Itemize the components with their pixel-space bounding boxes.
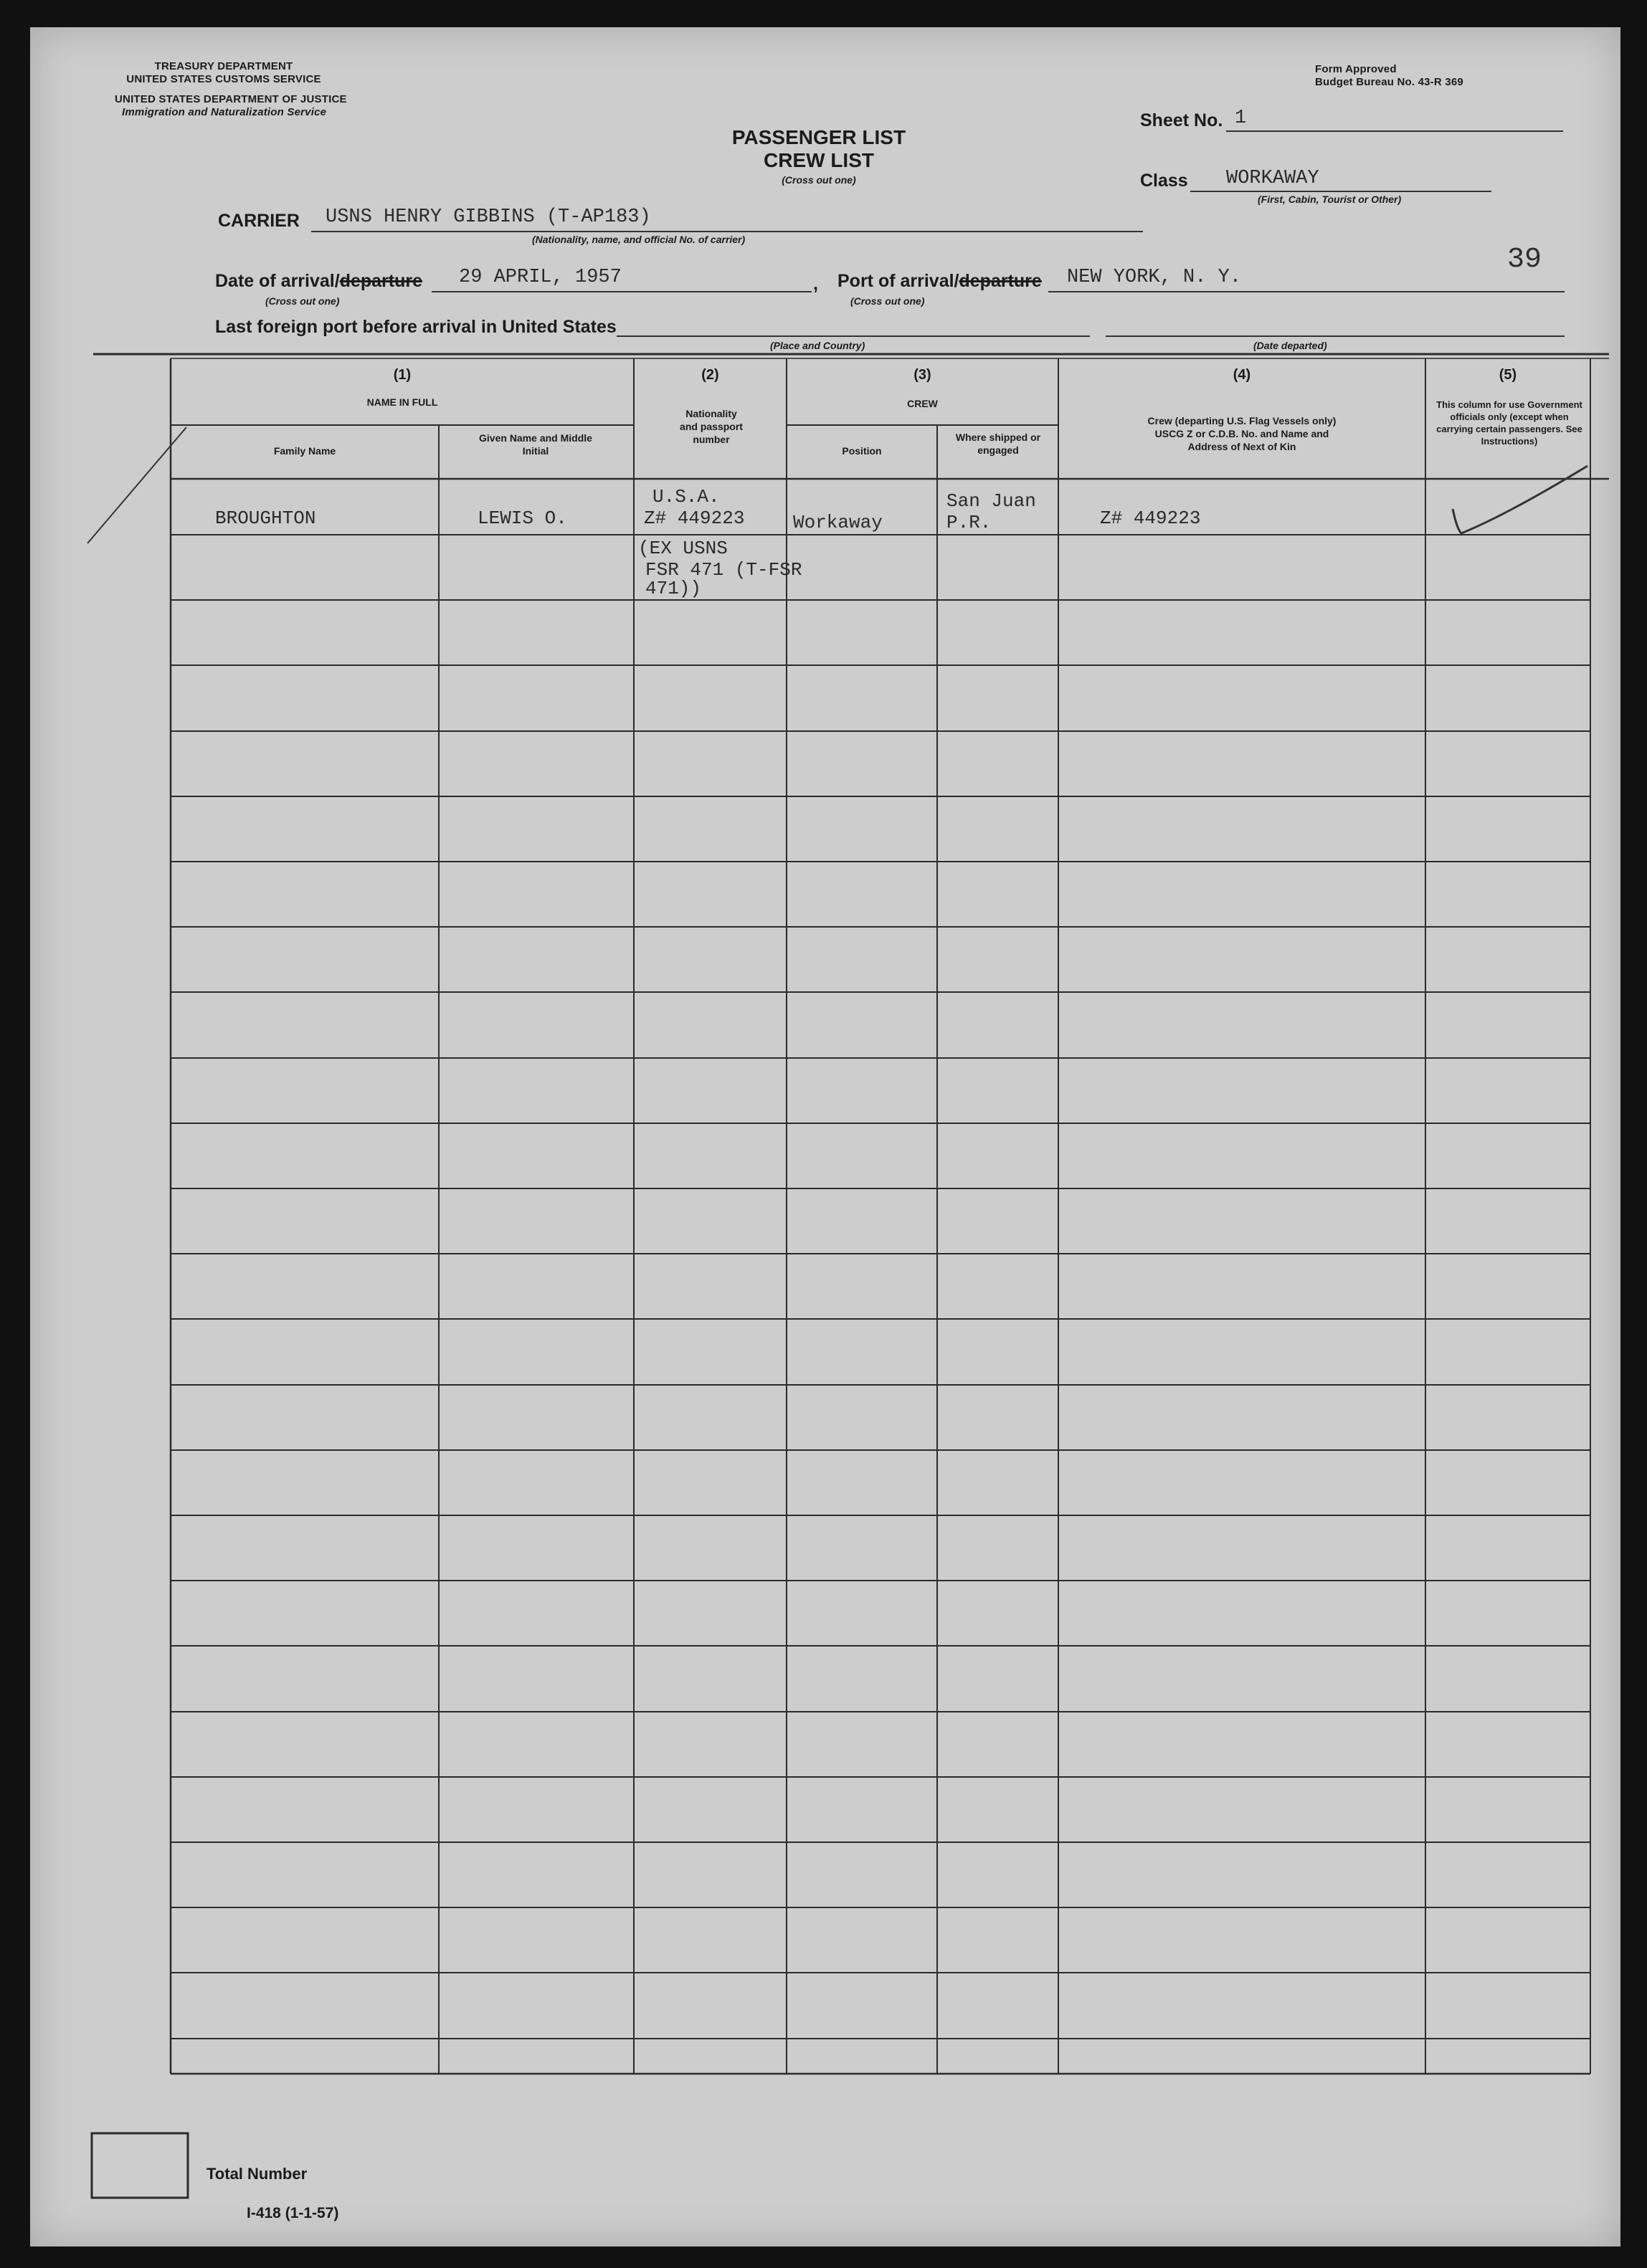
carrier-value: USNS HENRY GIBBINS (T-AP183) xyxy=(326,206,651,228)
immigration-heading: Immigration and Naturalization Service xyxy=(122,106,327,118)
total-number-label: Total Number xyxy=(207,2165,308,2183)
table-grid xyxy=(30,27,1620,2246)
col5-number: (5) xyxy=(1499,367,1517,383)
place-caption: (Place and Country) xyxy=(770,340,865,351)
customs-heading: UNITED STATES CUSTOMS SERVICE xyxy=(126,73,321,85)
row1-note-line1: (EX USNS xyxy=(638,538,728,559)
col4-title: Crew (departing U.S. Flag Vessels only) USCG Z or C.D.B. No. and Name and Address of Next of Kin xyxy=(1147,415,1337,452)
budget-bureau: Budget Bureau No. 43-R 369 xyxy=(1315,76,1463,88)
title-crew-list: CREW LIST xyxy=(764,149,874,171)
col2-number: (2) xyxy=(701,367,719,383)
arrival-label-struck: departure xyxy=(339,271,422,291)
carrier-label: CARRIER xyxy=(218,211,300,231)
port-label-struck: departure xyxy=(959,271,1042,291)
sheet-value: 1 xyxy=(1235,108,1247,129)
port-label: Port of arrival/ xyxy=(837,271,959,291)
class-label: Class xyxy=(1140,171,1188,191)
last-port-label: Last foreign port before arrival in United States xyxy=(215,317,617,337)
form-number: I-418 (1-1-57) xyxy=(247,2205,339,2221)
col-given-name: Given Name and Middle Initial xyxy=(479,432,592,457)
col5-title: This column for use Government officials only (except when carrying certain passengers. See Instructions) xyxy=(1436,399,1582,447)
col-position: Position xyxy=(842,445,882,457)
col1-number: (1) xyxy=(393,367,412,383)
row1-next-of-kin: Z# 449223 xyxy=(1100,508,1201,529)
carrier-caption: (Nationality, name, and official No. of carrier) xyxy=(532,234,746,245)
class-value: WORKAWAY xyxy=(1226,168,1319,189)
page-number: 39 xyxy=(1507,244,1542,276)
arrival-label: Date of arrival/ xyxy=(215,271,340,291)
col1-title: NAME IN FULL xyxy=(366,396,438,408)
row1-nationality: U.S.A. xyxy=(652,486,720,508)
col3-number: (3) xyxy=(913,367,931,383)
title-caption: (Cross out one) xyxy=(782,174,856,186)
arrival-date-value: 29 APRIL, 1957 xyxy=(459,267,622,288)
justice-heading: UNITED STATES DEPARTMENT OF JUSTICE xyxy=(115,93,347,105)
row1-family-name: BROUGHTON xyxy=(215,508,316,529)
col3-title: CREW xyxy=(907,398,938,409)
form-approved: Form Approved xyxy=(1315,63,1397,75)
row1-position: Workaway xyxy=(793,512,883,533)
col2-title: Nationality and passport number xyxy=(680,408,743,445)
port-caption: (Cross out one) xyxy=(850,295,925,307)
treasury-heading: TREASURY DEPARTMENT xyxy=(154,60,293,72)
sheet-label: Sheet No. xyxy=(1140,110,1223,130)
col4-number: (4) xyxy=(1233,367,1251,383)
title-passenger-list: PASSENGER LIST xyxy=(731,126,906,148)
port-value: NEW YORK, N. Y. xyxy=(1067,267,1242,288)
class-caption: (First, Cabin, Tourist or Other) xyxy=(1258,194,1402,205)
col-family-name: Family Name xyxy=(273,445,336,457)
row1-given-name: LEWIS O. xyxy=(478,508,567,529)
col-where-shipped: Where shipped or engaged xyxy=(955,432,1041,456)
row1-note-line2: FSR 471 (T-FSR xyxy=(645,559,802,581)
row1-shipped-place: San Juan xyxy=(946,490,1036,512)
row1-shipped-country: P.R. xyxy=(946,512,992,533)
row1-note-line3: 471)) xyxy=(645,578,702,599)
row1-passport: Z# 449223 xyxy=(644,508,745,529)
form-sheet: TREASURY DEPARTMENT UNITED STATES CUSTOMS SERVICE UNITED STATES DEPARTMENT OF JUSTICE Immigration and Naturalization Service Form Approved Budget Bureau No. 43-R 369 PASSENGER LIST CREW LIST (Cross out one) Sheet No. 1 Class WORKAWAY (First, Cabin, Tourist or Other) CARRIER USNS HENRY GIBBINS (T-AP183) (Nationality, name, and official No. of carrier) 39 Date of arrival/departure 29 APRIL, 1957 (Cross out one) , Port of arrival/departure NEW YORK, N. Y. (Cross out one) Last foreign port before arrival in United States (Place and Country) (Date departed) (1) NAME IN FULL Family Name Given Name and Middle Initial (2) Nationality and passport number (3) CREW Position Where shipped or engaged (4) Crew (departing U.S. Flag Vessels only) USCG Z or C.D.B. No. and Name and Address of Next of Kin (5) This column for use Government officials only (except when carrying certain passengers. See Instructions) BROUGHTON LEWIS O. U.S.A. Z# 449223 Workaway San Juan P.R. Z# 449223 (EX USNS FSR 471 (T-FSR 471)) Total Number I-418 (1-1-57) xyxy=(30,27,1620,2246)
date-departed-caption: (Date departed) xyxy=(1253,340,1327,351)
arrival-caption: (Cross out one) xyxy=(265,295,340,307)
